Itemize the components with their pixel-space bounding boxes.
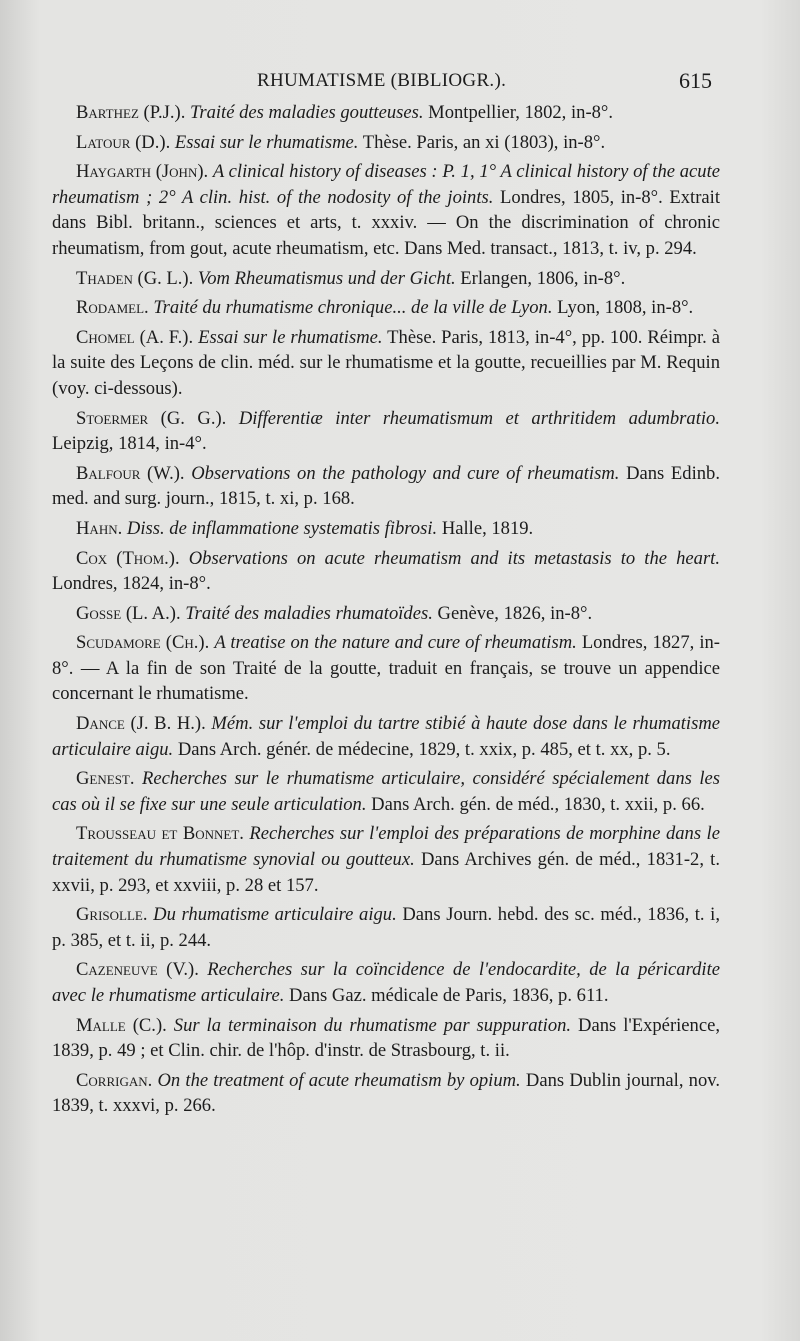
entry-details: Montpellier, 1802, in-8°. [428, 102, 614, 123]
entry-details: Genève, 1826, in-8°. [437, 602, 593, 624]
bibliography-entry [52, 546, 720, 597]
entry-title: Diss. de inflammatione systematis fibrosi. [126, 517, 438, 539]
bibliography-entry [52, 461, 720, 512]
entry-author: Gosse (L. A.). [76, 602, 181, 624]
bibliography-entry [52, 711, 720, 762]
entry-details: Dans Journ. hebd. des sc. méd., 1836, t. i, p. 385, et t. ii, p. 244. [52, 904, 720, 951]
entry-details: Dans Archives gén. de méd., 1831-2, t. xxvii, p. 293, et xxviii, p. 28 et 157. [52, 849, 720, 896]
bibliography-entry [52, 130, 720, 156]
entry-details: Dans Gaz. médicale de Paris, 1836, p. 611. [289, 985, 609, 1006]
entry-details: Thèse. Paris, an xi (1803), in-8°. [362, 131, 606, 153]
bibliography-entry [52, 406, 720, 457]
running-title: RHUMATISME (BIBLIOGR.). [257, 70, 507, 91]
entry-author: Latour (D.). [76, 131, 171, 153]
entry-title: Differentiæ inter rheumatismum et arthritidem adumbratio. [238, 407, 720, 429]
entry-author: Rodamel. [76, 297, 149, 319]
entry-author: Cazeneuve (V.). [76, 959, 199, 981]
entry-title: Essai sur le rhumatisme. [174, 131, 359, 153]
entry-title: A treatise on the nature and cure of rheumatism. [214, 632, 577, 654]
entry-title: Recherches sur le rhumatisme articulaire, considéré spécialement dans les cas où il se fixe sur une seule articulation. [52, 768, 720, 815]
entry-details: Londres, 1805, in-8°. Extrait dans Bibl. britann., sciences et arts, t. xxxiv. — On the discrimination of chronic rheumatism, from gout, acute rheumatism, etc. Dans Med. transact., 1813, t. iv, p. 294. [52, 186, 720, 259]
entry-author: Thaden (G. L.). [76, 267, 194, 289]
entry-details: Dans Edinb. med. and surg. journ., 1815, t. xi, p. 168. [52, 462, 720, 510]
bibliography-entry [52, 902, 720, 953]
entry-title: Observations on the pathology and cure of rheumatism. [191, 462, 620, 484]
bibliography-entry [52, 957, 720, 1008]
entry-title: Essai sur le rhumatisme. [198, 326, 383, 348]
entry-details: Dans Dublin journal, nov. 1839, t. xxxvi, p. 266. [52, 1069, 721, 1117]
entry-author: Balfour (W.). [76, 462, 185, 484]
entry-author: Hahn. [76, 517, 123, 539]
entry-details: Dans l'Expérience, 1839, p. 49 ; et Clin. chir. de l'hôp. d'instr. de Strasbourg, t. ii. [52, 1014, 721, 1062]
entry-details: Londres, 1827, in-8°. — A la fin de son Traité de la goutte, traduit en français, se trouve un appendice concernant le rhumatisme. [52, 632, 720, 705]
entry-details: Londres, 1824, in-8°. [52, 573, 211, 595]
entry-author: Genest. [76, 768, 135, 790]
entry-details: Halle, 1819. [441, 517, 534, 539]
entry-details: Lyon, 1808, in-8°. [557, 297, 694, 319]
entry-author: Barthez (P.J.). [76, 102, 186, 123]
entry-author: Corrigan. [76, 1069, 153, 1091]
entry-author: Grisolle. [76, 904, 148, 926]
entry-details: Dans Arch. gén. de méd., 1830, t. xxii, p. 66. [371, 793, 705, 815]
entry-author: Scudamore (Ch.). [76, 632, 210, 654]
bibliography-entry [52, 1068, 720, 1119]
bibliography-entry [52, 766, 720, 817]
entry-title: Sur la terminaison du rhumatisme par suppuration. [173, 1014, 572, 1036]
bibliography-entry [52, 159, 720, 261]
bibliography-entry [52, 100, 720, 126]
entry-title: Mém. sur l'emploi du tartre stibié à haute dose dans le rhumatisme articulaire aigu. [52, 713, 720, 760]
entry-author: Haygarth (John). [76, 161, 209, 183]
entry-title: Traité du rhumatisme chronique... de la ville de Lyon. [153, 297, 553, 319]
bibliography-entry [52, 325, 720, 402]
entry-title: On the treatment of acute rheumatism by opium. [157, 1069, 521, 1091]
entry-author: Malle (C.). [76, 1014, 167, 1036]
page-header [52, 70, 720, 104]
entry-details: Erlangen, 1806, in-8°. [460, 267, 626, 289]
entry-title: Recherches sur la coïncidence de l'endocardite, de la péricardite avec le rhumatisme articulaire. [52, 959, 720, 1006]
entry-details: Dans Arch. génér. de médecine, 1829, t. xxix, p. 485, et t. xx, p. 5. [177, 738, 671, 760]
entry-author: Chomel (A. F.). [76, 326, 194, 348]
bibliography-entry [52, 266, 720, 292]
entry-title: Recherches sur l'emploi des préparations de morphine dans le traitement du rhumatisme synovial ou goutteux. [52, 823, 720, 871]
entry-author: Cox (Thom.). [76, 547, 180, 569]
entry-details: Leipzig, 1814, in-4°. [52, 433, 207, 455]
entry-title: Observations on acute rheumatism and its metastasis to the heart. [188, 547, 720, 569]
entry-title: Vom Rheumatismus und der Gicht. [197, 267, 456, 289]
bibliography-entry [52, 1013, 720, 1064]
entry-author: Stoermer (G. G.). [76, 407, 227, 429]
entry-author: Trousseau et Bonnet. [76, 823, 244, 845]
bibliography-list [52, 100, 720, 1123]
bibliography-entry [52, 516, 720, 542]
entry-title: Du rhumatisme articulaire aigu. [153, 904, 397, 926]
page-number: 615 [679, 68, 712, 93]
entry-title: Traité des maladies rhumatoïdes. [185, 602, 433, 624]
entry-title: Traité des maladies goutteuses. [190, 102, 424, 123]
bibliography-entry [52, 630, 720, 707]
bibliography-entry [52, 821, 720, 898]
entry-title: A clinical history of diseases : P. 1, 1° A clinical history of the acute rheumatism ; 2° A clin. hist. of the nodosity of the joints. [52, 161, 720, 208]
entry-author: Dance (J. B. H.). [76, 713, 206, 735]
bibliography-entry [52, 295, 720, 321]
entry-details: Thèse. Paris, 1813, in-4°, pp. 100. Réimpr. à la suite des Leçons de clin. méd. sur le rhumatisme et la goutte, recueillies par M. Requin (voy. ci-dessous). [52, 326, 721, 399]
bibliography-entry [52, 601, 720, 627]
